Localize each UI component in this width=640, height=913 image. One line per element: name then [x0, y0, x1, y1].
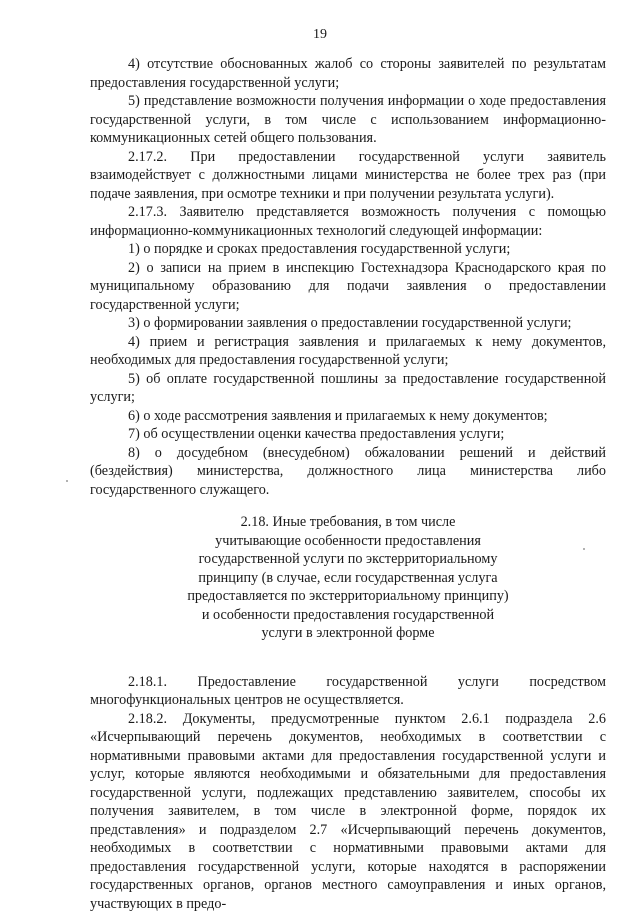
paragraph-2-17-3: 2.17.3. Заявителю представляется возможность получения с помощью информационно-коммуникационных технологий следующей информации: — [90, 203, 606, 240]
list-item-6: 6) о ходе рассмотрения заявления и прилагаемых к нему документов; — [90, 407, 606, 426]
section-heading-line: 2.18. Иные требования, в том числе — [166, 513, 530, 532]
section-heading-line: государственной услуги по экстерриториальному — [166, 550, 530, 569]
section-heading-line: учитывающие особенности предоставления — [166, 532, 530, 551]
section-heading-line: услуги в электронной форме — [166, 624, 530, 643]
section-spacer — [90, 643, 606, 673]
section-heading-line: предоставляется по экстерриториальному принципу) — [166, 587, 530, 606]
list-item-3: 3) о формировании заявления о предоставлении государственной услуги; — [90, 314, 606, 333]
paragraph-2-18-2: 2.18.2. Документы, предусмотренные пунктом 2.6.1 подраздела 2.6 «Исчерпывающий перечень документов, необходимых в соответствии с нормативными правовыми актами для предоставления государственной услуги и услуг, которые являются необходимыми и обязательными для предоставления государственной услуги, подлежащих представлению заявителем, способы их получения заявителем, в том числе в электронной форме, порядок их представления» и подразделом 2.7 «Исчерпывающий перечень документов, необходимых в соответствии с нормативными правовыми актами для предоставления государственной услуги, которые находятся в распоряжении государственных органов, органов местного самоуправления и иных органов, участвующих в предо- — [90, 710, 606, 913]
list-item-1: 1) о порядке и сроках предоставления государственной услуги; — [90, 240, 606, 259]
paragraph-2-17-2: 2.17.2. При предоставлении государственной услуги заявитель взаимодействует с должностными лицами министерства не более трех раз (при подаче заявления, при осмотре техники и при получении результата услуги). — [90, 148, 606, 204]
page-body — [90, 55, 606, 913]
page-number: 19 — [0, 27, 640, 43]
paragraph-criterion-4: 4) отсутствие обоснованных жалоб со стороны заявителей по результатам предоставления государственной услуги; — [90, 55, 606, 92]
section-heading-line: и особенности предоставления государственной — [166, 606, 530, 625]
paragraph-2-18-1: 2.18.1. Предоставление государственной услуги посредством многофункциональных центров не осуществляется. — [90, 673, 606, 710]
scan-speck — [583, 548, 585, 550]
list-item-8: 8) о досудебном (внесудебном) обжаловании решений и действий (бездействия) министерства, должностного лица министерства либо государственного служащего. — [90, 444, 606, 500]
section-heading-2-18 — [166, 513, 530, 643]
list-item-7: 7) об осуществлении оценки качества предоставления услуги; — [90, 425, 606, 444]
list-item-4: 4) прием и регистрация заявления и прилагаемых к нему документов, необходимых для предоставления государственной услуги; — [90, 333, 606, 370]
list-item-2: 2) о записи на прием в инспекцию Гостехнадзора Краснодарского края по муниципальному образованию для подачи заявления о предоставлении государственной услуги; — [90, 259, 606, 315]
section-heading-line: принципу (в случае, если государственная услуга — [166, 569, 530, 588]
list-item-5: 5) об оплате государственной пошлины за предоставление государственной услуги; — [90, 370, 606, 407]
scan-speck — [66, 480, 68, 482]
paragraph-criterion-5: 5) представление возможности получения информации о ходе предоставления государственной услуги, в том числе с использованием информационно-коммуникационных сетей общего пользования. — [90, 92, 606, 148]
